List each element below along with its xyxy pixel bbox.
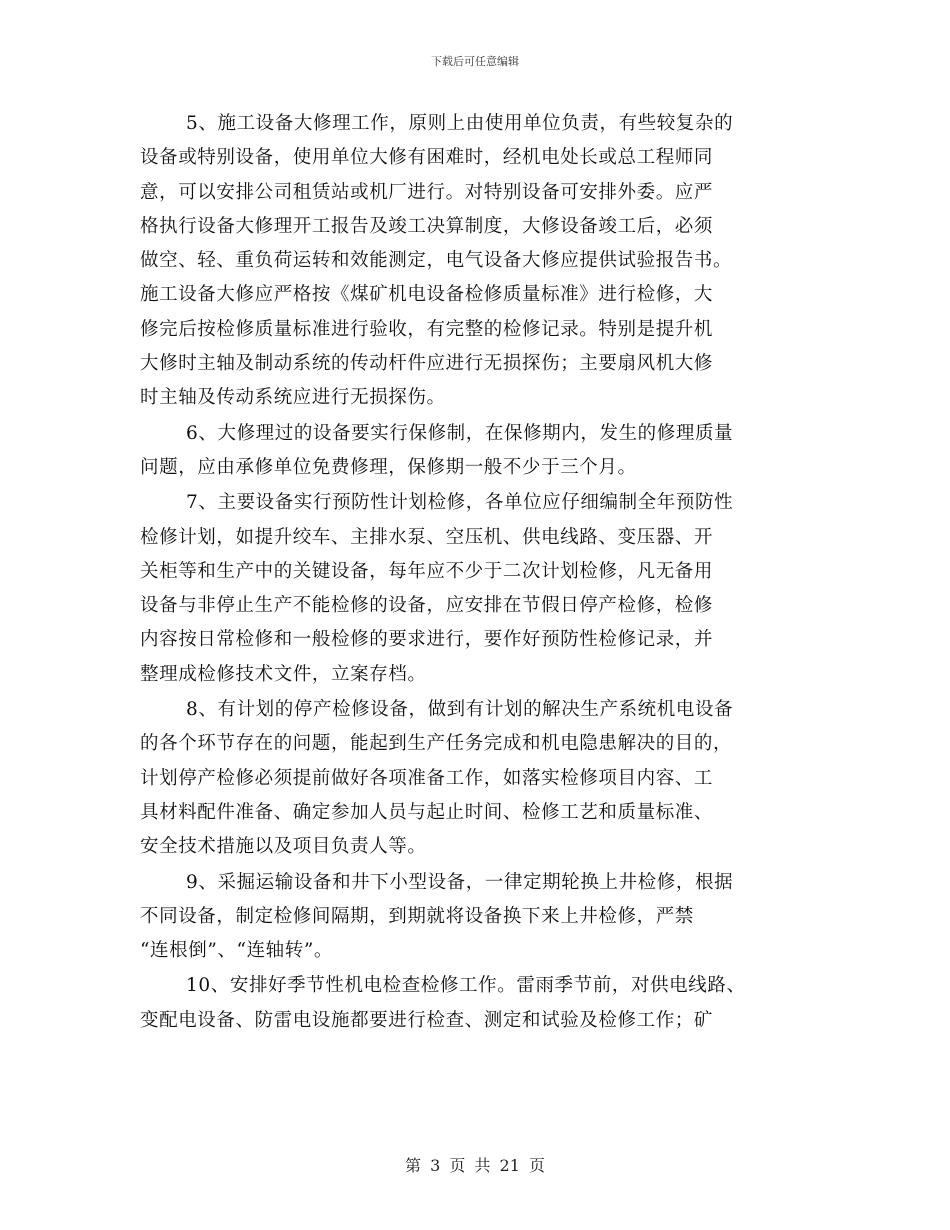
text-line: 整理成检修技术文件，立案存档。: [140, 663, 427, 685]
text-line: 计划停产检修必须提前做好各项准备工作，如落实检修项目内容、工: [140, 767, 714, 789]
text-line: 安全技术措施以及项目负责人等。: [140, 836, 427, 858]
text-line: 格执行设备大修理开工报告及竣工决算制度，大修设备竣工后，必须: [140, 215, 714, 237]
text-line: 内容按日常检修和一般检修的要求进行，要作好预防性检修记录，并: [140, 629, 714, 651]
paragraph-7: [140, 486, 812, 692]
page-header: 下载后可任意编辑: [431, 55, 519, 68]
text-line: 意，可以安排公司租赁站或机厂进行。对特别设备可安排外委。应严: [140, 181, 714, 203]
text-line: 9、采掘运输设备和井下小型设备，一律定期轮换上井检修，根据: [186, 871, 734, 893]
text-line: 不同设备，制定检修间隔期，到期就将设备换下来上井检修，严禁: [140, 905, 694, 927]
paragraph-9: [140, 866, 812, 969]
text-line: 7、主要设备实行预防性计划检修，各单位应仔细编制全年预防性: [186, 492, 734, 514]
text-line: 做空、轻、重负荷运转和效能测定，电气设备大修应提供试验报告书。: [140, 250, 733, 272]
text-line: 设备与非停止生产不能检修的设备，应安排在节假日停产检修，检修: [140, 595, 714, 617]
text-line: 变配电设备、防雷电设施都要进行检查、测定和试验及检修工作；矿: [140, 1009, 714, 1031]
page-footer: 第 3 页 共 21 页: [405, 1156, 545, 1175]
text-line: 的各个环节存在的问题，能起到生产任务完成和机电隐患解决的目的，: [140, 733, 733, 755]
text-line: 施工设备大修应严格按《煤矿机电设备检修质量标准》进行检修，大: [140, 284, 714, 306]
body-text: [140, 107, 812, 1039]
paragraph-8: [140, 693, 812, 864]
text-line: 检修计划，如提升绞车、主排水泵、空压机、供电线路、变压器、开: [140, 526, 714, 548]
text-line: 设备或特别设备，使用单位大修有困难时，经机电处长或总工程师同: [140, 147, 714, 169]
text-line: 6、大修理过的设备要实行保修制，在保修期内，发生的修理质量: [186, 422, 734, 444]
paragraph-5: [140, 107, 812, 416]
text-line: 时主轴及传动系统应进行无损探伤。: [140, 387, 446, 409]
text-line: 关柜等和生产中的关键设备，每年应不少于二次计划检修，凡无备用: [140, 560, 714, 582]
text-line: 具材料配件准备、确定参加人员与起止时间、检修工艺和质量标准、: [140, 801, 714, 823]
paragraph-6: [140, 417, 812, 486]
paragraph-10: [140, 969, 812, 1038]
text-line: 大修时主轴及制动系统的传动杆件应进行无损探伤；主要扇风机大修: [140, 353, 714, 375]
text-line: 10、安排好季节性机电检查检修工作。雷雨季节前，对供电线路、: [186, 975, 746, 997]
text-line: “连根倒”、“连轴转”。: [140, 940, 334, 962]
text-line: 修完后按检修质量标准进行验收，有完整的检修记录。特别是提升机: [140, 318, 714, 340]
text-line: 5、施工设备大修理工作，原则上由使用单位负责，有些较复杂的: [186, 113, 734, 134]
text-line: 8、有计划的停产检修设备，做到有计划的解决生产系统机电设备: [186, 699, 734, 721]
text-line: 问题，应由承修单位免费修理，保修期一般不少于三个月。: [140, 456, 637, 478]
